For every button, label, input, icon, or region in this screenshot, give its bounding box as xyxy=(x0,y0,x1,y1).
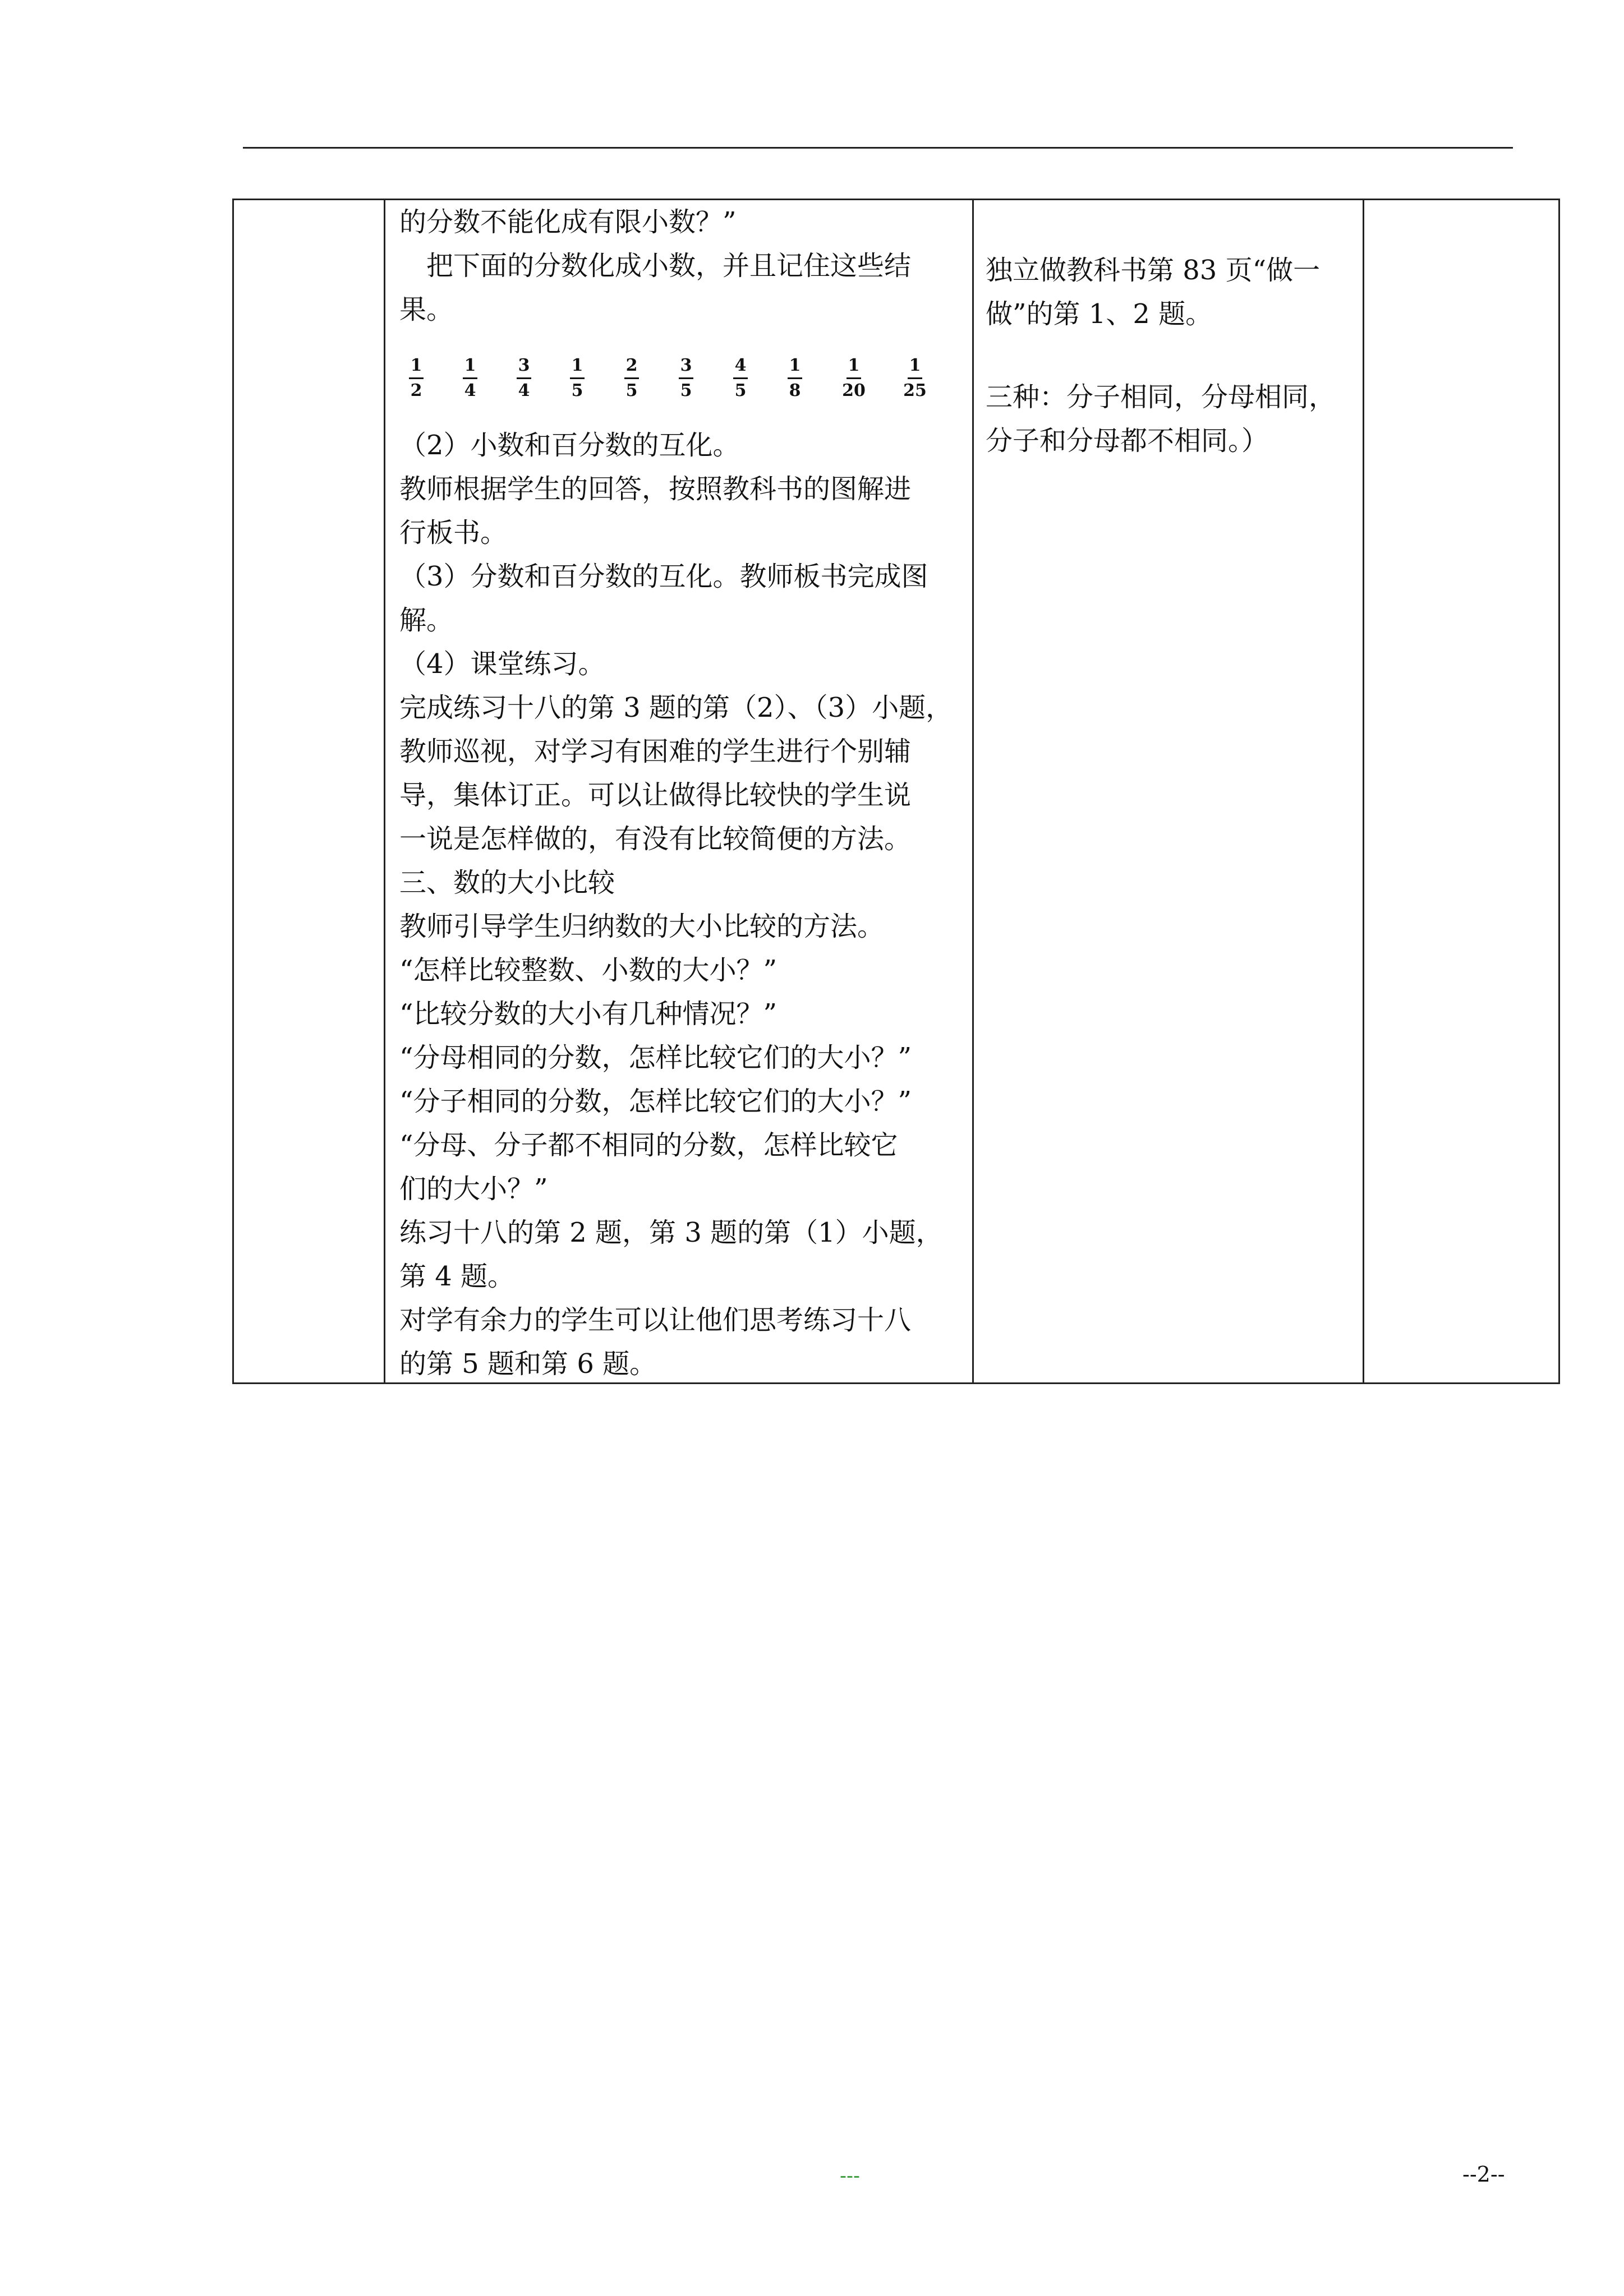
text-line: （4）课堂练习。 xyxy=(399,648,605,680)
text-line: 做”的第 1、2 题。 xyxy=(986,298,1213,330)
text-line: 导，集体订正。可以让做得比较快的学生说 xyxy=(399,780,912,811)
header-rule xyxy=(243,147,1513,149)
text-line: 的分数不能化成有限小数？” xyxy=(399,206,737,238)
text-line: 一说是怎样做的，有没有比较简便的方法。 xyxy=(399,823,912,855)
text-line: 教师巡视，对学习有困难的学生进行个别辅 xyxy=(399,736,912,767)
fraction-list xyxy=(399,356,938,423)
table-cell-col4 xyxy=(1364,200,1560,1382)
text-line: 练习十八的第 2 题，第 3 题的第（1）小题， xyxy=(399,1217,943,1248)
text-line: 果。 xyxy=(399,294,454,325)
column-divider xyxy=(972,200,974,1382)
text-line: （3）分数和百分数的互化。教师板书完成图 xyxy=(399,561,928,592)
lesson-table xyxy=(232,199,1560,1384)
text-line: 把下面的分数化成小数，并且记住这些结 xyxy=(399,250,912,282)
section-heading: 三、数的大小比较 xyxy=(399,867,615,898)
table-cell-col1 xyxy=(234,200,384,1382)
text-line: 解。 xyxy=(399,605,454,636)
fraction: 3 5 xyxy=(669,356,703,400)
text-line: 教师引导学生归纳数的大小比较的方法。 xyxy=(399,911,885,942)
text-line: 对学有余力的学生可以让他们思考练习十八 xyxy=(399,1304,912,1336)
text-line: “比较分数的大小有几种情况？” xyxy=(399,998,778,1030)
table-cell-teaching-process xyxy=(399,200,966,1382)
fraction: 1 8 xyxy=(778,356,812,400)
fraction: 1 2 xyxy=(399,356,433,400)
page-number: --2-- xyxy=(1462,2162,1505,2187)
fraction: 4 5 xyxy=(724,356,757,400)
text-line: “怎样比较整数、小数的大小？” xyxy=(399,955,778,986)
text-line: 第 4 题。 xyxy=(399,1261,515,1292)
fraction: 1 5 xyxy=(560,356,594,400)
text-line: 的第 5 题和第 6 题。 xyxy=(399,1348,657,1380)
text-line: “分母相同的分数，怎样比较它们的大小？” xyxy=(399,1042,912,1073)
text-line: 教师根据学生的回答，按照教科书的图解进 xyxy=(399,473,912,505)
text-line: “分母、分子都不相同的分数，怎样比较它 xyxy=(399,1129,898,1161)
fraction: 1 20 xyxy=(842,356,866,400)
fraction: 1 4 xyxy=(453,356,487,400)
fraction: 1 25 xyxy=(903,356,927,400)
table-cell-student-activity xyxy=(986,200,1361,1382)
text-line: 们的大小？” xyxy=(399,1173,548,1205)
fraction: 2 5 xyxy=(615,356,648,400)
fraction: 3 4 xyxy=(507,356,541,400)
text-line: “分子相同的分数，怎样比较它们的大小？” xyxy=(399,1086,912,1117)
text-line: 三种：分子相同，分母相同， xyxy=(986,381,1336,413)
text-line: 分子和分母都不相同。） xyxy=(986,425,1269,457)
text-line: 完成练习十八的第 3 题的第（2）、（3）小题， xyxy=(399,692,953,723)
text-line: （2）小数和百分数的互化。 xyxy=(399,430,740,461)
text-line: 行板书。 xyxy=(399,517,508,548)
column-divider xyxy=(384,200,385,1382)
text-line: 独立做教科书第 83 页“做一 xyxy=(986,255,1321,286)
footer-center-mark: --- xyxy=(840,2164,860,2187)
